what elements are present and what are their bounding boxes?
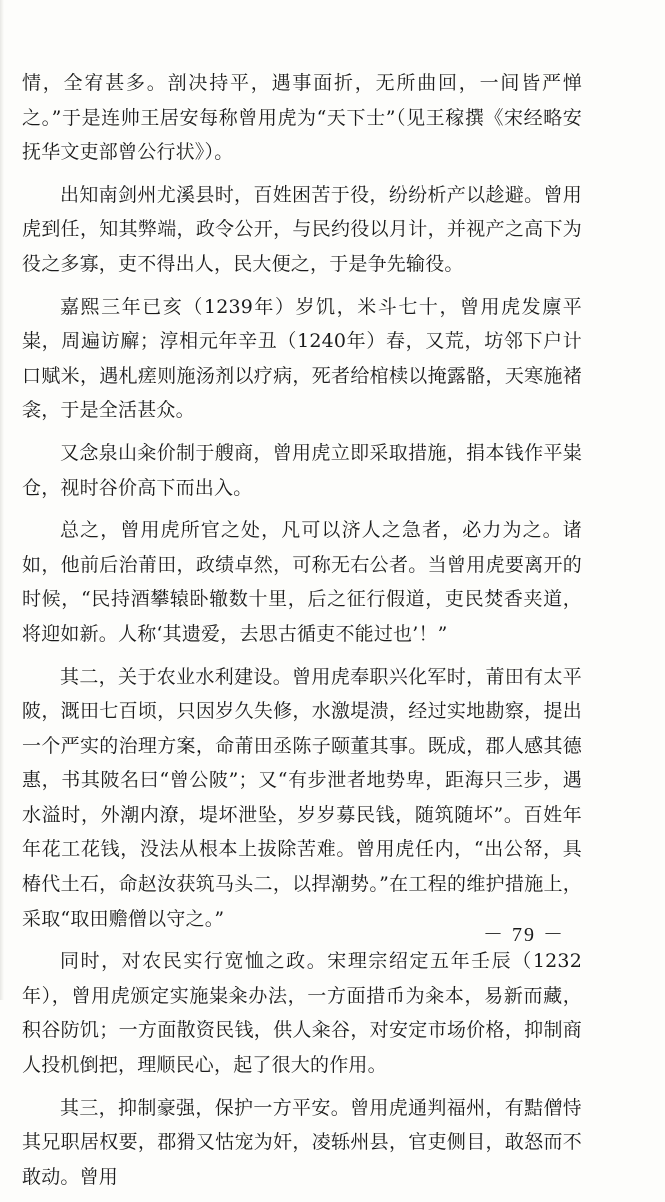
paragraph: 同时，对农民实行宽恤之政。宋理宗绍定五年壬辰（1232年），曾用虎颁定实施粜籴办法，一方面措币为籴本，易新而藏，积谷防饥；一方面散资民钱，供人籴谷，对安定市场价格，抑制商人投机倒把，理顺民心，起了很大的作用。	[22, 950, 582, 1077]
scan-edge	[0, 0, 4, 1000]
paragraph: 又念泉山籴价制于艘商，曾用虎立即采取措施，捐本钱作平粜仓，视时谷价高下而出入。	[22, 441, 582, 499]
paragraph: 出知南剑州尤溪县时，百姓困苦于役，纷纷析产以趁避。曾用虎到任，知其弊端，政令公开，与民约役以月计，并视产之高下为役之多寡，吏不得出人，民大便之，于是争先输役。	[22, 183, 582, 275]
body-text	[22, 66, 582, 1202]
paragraph: 嘉熙三年已亥（1239年）岁饥，米斗七十，曾用虎发廪平粜，周遍访廨；淳相元年辛丑（1240年）春，又荒，坊邻下户计口赋米，遇札瘥则施汤剂以疗病，死者给棺椟以掩露骼，天寒施褚衾，于是全活甚众。	[22, 295, 582, 422]
paragraph: 其二，关于农业水利建设。曾用虎奉职兴化军时，莆田有太平陂，溉田七百顷，只因岁久失修，水激堤溃，经过实地勘察，提出一个严实的治理方案，命莆田丞陈子颐董其事。既成，郡人感其德惠，书其陂名曰“曾公陂”；又“有步泄者地势卑，距海只三步，遇水溢时，外潮内潦，堤坏泄坠，岁岁募民钱，随筑随坏”。百姓年年花工花钱，没法从根本上拔除苦难。曾用虎任内，“出公帑，具椿代土石，命赵汝获筑马头二，以捍潮势。”在工程的维护措施上，采取“取田赡僧以守之。”	[22, 665, 582, 930]
paragraph: 总之，曾用虎所官之处，凡可以济人之急者，必力为之。诸如，他前后治莆田，政绩卓然，可称无右公者。当曾用虎要离开的时候，“民持酒攀辕卧辙数十里，后之征行假道，吏民焚香夹道，将迎如新。人称‘其遗爱，去思古循吏不能过也’！”	[22, 519, 582, 645]
paragraph: 其三，抑制豪强，保护一方平安。曾用虎通判福州，有黠僧恃其兄职居权要，郡猾又怙宠为奸，凌轹州县，官吏侧目，敢怒而不敢动。曾用	[22, 1096, 582, 1188]
paragraph: 情，全宥甚多。剖决持平，遇事面折，无所曲回，一间皆严惮之。”于是连帅王居安每称曾用虎为“天下士”（见王稼撰《宋经略安抚华文吏部曾公行状》）。	[22, 72, 582, 164]
page-number: － 79 －	[483, 924, 565, 946]
